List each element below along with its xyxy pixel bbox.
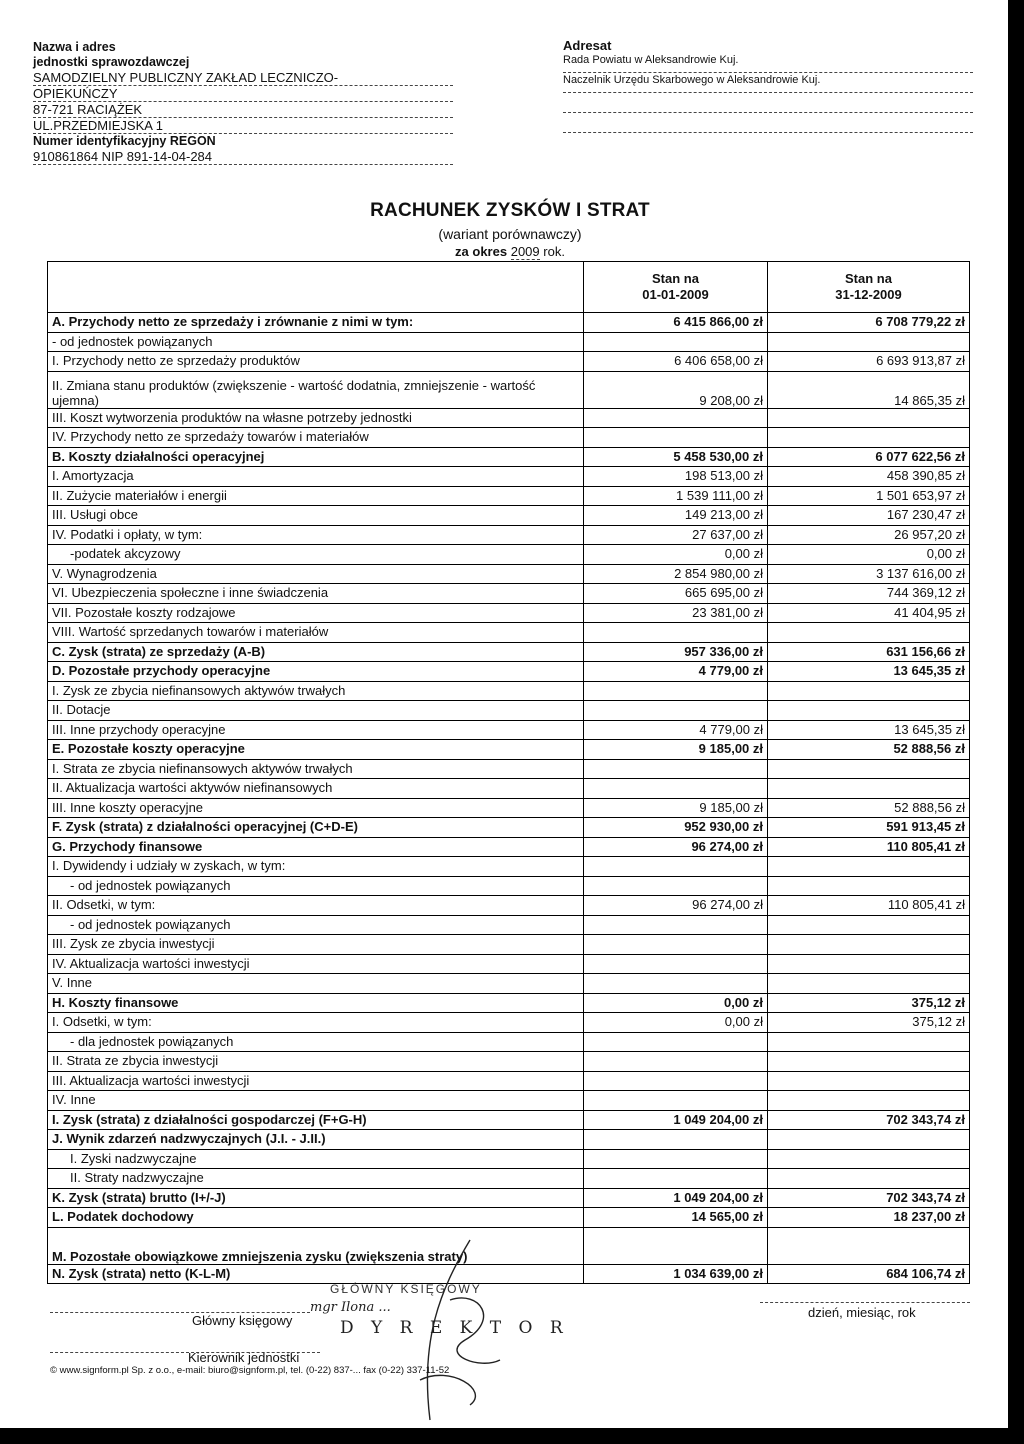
row-label: I. Zysk ze zbycia niefinansowych aktywów trwałych bbox=[48, 681, 584, 701]
value-2009-01-01: 198 513,00 zł bbox=[584, 467, 768, 487]
value-2009-12-31 bbox=[768, 779, 970, 799]
stamp-title: GŁÓWNY KSIĘGOWY bbox=[330, 1282, 482, 1296]
value-2009-12-31: 1 501 653,97 zł bbox=[768, 486, 970, 506]
value-2009-12-31: 375,12 zł bbox=[768, 1013, 970, 1033]
value-2009-01-01: 4 779,00 zł bbox=[584, 720, 768, 740]
form-footer: © www.signform.pl Sp. z o.o., e-mail: biuro@signform.pl, tel. (0-22) 837-... fax (0-22) 337-11-52 bbox=[50, 1365, 450, 1376]
row-label: F. Zysk (strata) z działalności operacyjnej (C+D-E) bbox=[48, 818, 584, 838]
value-2009-01-01 bbox=[584, 1130, 768, 1150]
value-2009-12-31 bbox=[768, 408, 970, 428]
table-row bbox=[48, 974, 970, 994]
table-row bbox=[48, 408, 970, 428]
manager-label: Kierownik jednostki bbox=[188, 1350, 300, 1365]
value-2009-12-31 bbox=[768, 623, 970, 643]
value-2009-01-01: 14 565,00 zł bbox=[584, 1208, 768, 1228]
value-2009-01-01 bbox=[584, 701, 768, 721]
header-col2: Stan na 31-12-2009 bbox=[768, 262, 970, 313]
value-2009-01-01 bbox=[584, 428, 768, 448]
value-2009-01-01: 1 049 204,00 zł bbox=[584, 1110, 768, 1130]
value-2009-01-01 bbox=[584, 1091, 768, 1111]
value-2009-01-01 bbox=[584, 954, 768, 974]
value-2009-12-31: 18 237,00 zł bbox=[768, 1208, 970, 1228]
value-2009-12-31: 375,12 zł bbox=[768, 993, 970, 1013]
value-2009-01-01: 96 274,00 zł bbox=[584, 896, 768, 916]
row-label: I. Zyski nadzwyczajne bbox=[48, 1149, 584, 1169]
value-2009-01-01 bbox=[584, 915, 768, 935]
table-row bbox=[48, 1169, 970, 1189]
value-2009-12-31: 702 343,74 zł bbox=[768, 1110, 970, 1130]
row-label: III. Zysk ze zbycia inwestycji bbox=[48, 935, 584, 955]
value-2009-12-31: 52 888,56 zł bbox=[768, 740, 970, 760]
value-2009-01-01: 149 213,00 zł bbox=[584, 506, 768, 526]
value-2009-12-31 bbox=[768, 1227, 970, 1264]
value-2009-01-01: 4 779,00 zł bbox=[584, 662, 768, 682]
addressee-line4 bbox=[563, 113, 973, 133]
value-2009-12-31: 13 645,35 zł bbox=[768, 720, 970, 740]
value-2009-12-31: 6 708 779,22 zł bbox=[768, 313, 970, 333]
table-row bbox=[48, 681, 970, 701]
value-2009-12-31: 13 645,35 zł bbox=[768, 662, 970, 682]
table-row bbox=[48, 1032, 970, 1052]
stamp-name: mgr Ilona ... bbox=[310, 1300, 391, 1315]
table-row bbox=[48, 447, 970, 467]
row-label: II. Strata ze zbycia inwestycji bbox=[48, 1052, 584, 1072]
value-2009-12-31: 110 805,41 zł bbox=[768, 896, 970, 916]
row-label: -podatek akcyzowy bbox=[48, 545, 584, 565]
table-row bbox=[48, 935, 970, 955]
unit-postal: 87-721 RACIĄŻEK bbox=[33, 102, 453, 118]
table-header-row bbox=[48, 262, 970, 313]
scan-border-bottom bbox=[0, 1428, 1024, 1444]
value-2009-12-31: 26 957,20 zł bbox=[768, 525, 970, 545]
row-label: VII. Pozostałe koszty rodzajowe bbox=[48, 603, 584, 623]
value-2009-12-31: 591 913,45 zł bbox=[768, 818, 970, 838]
table-row bbox=[48, 584, 970, 604]
value-2009-12-31: 6 077 622,56 zł bbox=[768, 447, 970, 467]
row-label: L. Podatek dochodowy bbox=[48, 1208, 584, 1228]
value-2009-01-01: 9 185,00 zł bbox=[584, 740, 768, 760]
value-2009-01-01: 2 854 980,00 zł bbox=[584, 564, 768, 584]
scan-border-right bbox=[1008, 0, 1024, 1444]
income-statement-table bbox=[47, 261, 970, 1284]
row-label: II. Aktualizacja wartości aktywów niefinansowych bbox=[48, 779, 584, 799]
value-2009-12-31 bbox=[768, 1052, 970, 1072]
value-2009-01-01 bbox=[584, 1227, 768, 1264]
value-2009-12-31 bbox=[768, 857, 970, 877]
value-2009-12-31: 167 230,47 zł bbox=[768, 506, 970, 526]
value-2009-01-01 bbox=[584, 974, 768, 994]
table-row bbox=[48, 837, 970, 857]
table-row bbox=[48, 642, 970, 662]
value-2009-12-31 bbox=[768, 681, 970, 701]
period-prefix: za okres bbox=[455, 244, 508, 259]
value-2009-01-01 bbox=[584, 1169, 768, 1189]
value-2009-01-01: 6 415 866,00 zł bbox=[584, 313, 768, 333]
row-label: I. Amortyzacja bbox=[48, 467, 584, 487]
row-label: III. Koszt wytworzenia produktów na własne potrzeby jednostki bbox=[48, 408, 584, 428]
id-value: 910861864 NIP 891-14-04-284 bbox=[33, 149, 453, 165]
row-label: I. Zysk (strata) z działalności gospodarczej (F+G-H) bbox=[48, 1110, 584, 1130]
value-2009-01-01: 0,00 zł bbox=[584, 1013, 768, 1033]
table-row bbox=[48, 662, 970, 682]
table-row bbox=[48, 486, 970, 506]
table-row bbox=[48, 467, 970, 487]
table-row bbox=[48, 1149, 970, 1169]
value-2009-12-31: 14 865,35 zł bbox=[768, 371, 970, 408]
value-2009-01-01 bbox=[584, 1032, 768, 1052]
value-2009-01-01: 0,00 zł bbox=[584, 545, 768, 565]
value-2009-01-01 bbox=[584, 876, 768, 896]
row-label: I. Przychody netto ze sprzedaży produktów bbox=[48, 352, 584, 372]
row-label: II. Dotacje bbox=[48, 701, 584, 721]
value-2009-12-31 bbox=[768, 1071, 970, 1091]
value-2009-01-01: 9 208,00 zł bbox=[584, 371, 768, 408]
row-label: III. Aktualizacja wartości inwestycji bbox=[48, 1071, 584, 1091]
table-row bbox=[48, 954, 970, 974]
table-row bbox=[48, 1110, 970, 1130]
table-row bbox=[48, 759, 970, 779]
table-row bbox=[48, 1188, 970, 1208]
value-2009-01-01: 957 336,00 zł bbox=[584, 642, 768, 662]
row-label: N. Zysk (strata) netto (K-L-M) bbox=[48, 1264, 584, 1284]
value-2009-12-31: 41 404,95 zł bbox=[768, 603, 970, 623]
period-year: 2009 bbox=[510, 244, 540, 259]
date-sign-line bbox=[760, 1302, 970, 1303]
statement-title bbox=[340, 200, 680, 259]
row-label: H. Koszty finansowe bbox=[48, 993, 584, 1013]
value-2009-12-31 bbox=[768, 759, 970, 779]
value-2009-12-31: 52 888,56 zł bbox=[768, 798, 970, 818]
row-label: I. Odsetki, w tym: bbox=[48, 1013, 584, 1033]
table-row bbox=[48, 623, 970, 643]
table-row bbox=[48, 1071, 970, 1091]
table-row bbox=[48, 564, 970, 584]
value-2009-12-31 bbox=[768, 1130, 970, 1150]
director-stamp: D Y R E K T O R bbox=[340, 1318, 569, 1338]
row-label: J. Wynik zdarzeń nadzwyczajnych (J.I. - J.II.) bbox=[48, 1130, 584, 1150]
table-row bbox=[48, 993, 970, 1013]
row-label: C. Zysk (strata) ze sprzedaży (A-B) bbox=[48, 642, 584, 662]
value-2009-01-01 bbox=[584, 779, 768, 799]
value-2009-01-01: 665 695,00 zł bbox=[584, 584, 768, 604]
value-2009-12-31: 3 137 616,00 zł bbox=[768, 564, 970, 584]
value-2009-12-31: 458 390,85 zł bbox=[768, 467, 970, 487]
value-2009-01-01 bbox=[584, 935, 768, 955]
value-2009-12-31 bbox=[768, 1032, 970, 1052]
period-suffix: rok. bbox=[543, 244, 565, 259]
row-label: M. Pozostałe obowiązkowe zmniejszenia zysku (zwiększenia straty) bbox=[48, 1227, 584, 1264]
value-2009-01-01: 1 034 639,00 zł bbox=[584, 1264, 768, 1284]
value-2009-01-01: 27 637,00 zł bbox=[584, 525, 768, 545]
value-2009-01-01: 96 274,00 zł bbox=[584, 837, 768, 857]
row-label: K. Zysk (strata) brutto (I+/-J) bbox=[48, 1188, 584, 1208]
table-row bbox=[48, 720, 970, 740]
row-label: - dla jednostek powiązanych bbox=[48, 1032, 584, 1052]
value-2009-12-31 bbox=[768, 1091, 970, 1111]
value-2009-12-31: 684 106,74 zł bbox=[768, 1264, 970, 1284]
value-2009-12-31: 702 343,74 zł bbox=[768, 1188, 970, 1208]
value-2009-01-01 bbox=[584, 759, 768, 779]
value-2009-01-01 bbox=[584, 1149, 768, 1169]
unit-label: jednostki sprawozdawczej bbox=[33, 55, 190, 69]
value-2009-01-01: 1 049 204,00 zł bbox=[584, 1188, 768, 1208]
value-2009-01-01: 23 381,00 zł bbox=[584, 603, 768, 623]
table-row bbox=[48, 1052, 970, 1072]
table-row bbox=[48, 876, 970, 896]
table-row bbox=[48, 779, 970, 799]
row-label: II. Odsetki, w tym: bbox=[48, 896, 584, 916]
row-label: IV. Podatki i opłaty, w tym: bbox=[48, 525, 584, 545]
table-row bbox=[48, 506, 970, 526]
value-2009-12-31 bbox=[768, 701, 970, 721]
value-2009-12-31 bbox=[768, 1149, 970, 1169]
table-row bbox=[48, 332, 970, 352]
title-main: RACHUNEK ZYSKÓW I STRAT bbox=[370, 200, 650, 221]
row-label: VIII. Wartość sprzedanych towarów i materiałów bbox=[48, 623, 584, 643]
row-label: II. Zmiana stanu produktów (zwiększenie - wartość dodatnia, zmniejszenie - wartość ujemna) bbox=[48, 371, 584, 408]
unit-name-line2: OPIEKUŃCZY bbox=[33, 86, 453, 102]
value-2009-12-31 bbox=[768, 954, 970, 974]
value-2009-12-31: 6 693 913,87 zł bbox=[768, 352, 970, 372]
value-2009-01-01 bbox=[584, 1052, 768, 1072]
value-2009-12-31 bbox=[768, 1169, 970, 1189]
value-2009-12-31 bbox=[768, 915, 970, 935]
table-row bbox=[48, 896, 970, 916]
value-2009-12-31: 0,00 zł bbox=[768, 545, 970, 565]
row-label: I. Dywidendy i udziały w zyskach, w tym: bbox=[48, 857, 584, 877]
header-empty bbox=[48, 262, 584, 313]
row-label: E. Pozostałe koszty operacyjne bbox=[48, 740, 584, 760]
table-row bbox=[48, 740, 970, 760]
value-2009-01-01 bbox=[584, 857, 768, 877]
table-row bbox=[48, 915, 970, 935]
table-row bbox=[48, 818, 970, 838]
table-row bbox=[48, 525, 970, 545]
table-row bbox=[48, 1130, 970, 1150]
unit-name-line1: SAMODZIELNY PUBLICZNY ZAKŁAD LECZNICZO- bbox=[33, 70, 453, 86]
table-row bbox=[48, 352, 970, 372]
row-label: - od jednostek powiązanych bbox=[48, 915, 584, 935]
row-label: - od jednostek powiązanych bbox=[48, 332, 584, 352]
row-label: III. Inne koszty operacyjne bbox=[48, 798, 584, 818]
table-row bbox=[48, 603, 970, 623]
title-period bbox=[340, 244, 680, 259]
row-label: III. Inne przychody operacyjne bbox=[48, 720, 584, 740]
addressee-label: Adresat bbox=[563, 38, 612, 53]
row-label: V. Inne bbox=[48, 974, 584, 994]
value-2009-12-31: 110 805,41 zł bbox=[768, 837, 970, 857]
row-label: I. Strata ze zbycia niefinansowych aktywów trwałych bbox=[48, 759, 584, 779]
value-2009-12-31: 744 369,12 zł bbox=[768, 584, 970, 604]
table-row bbox=[48, 313, 970, 333]
value-2009-01-01 bbox=[584, 332, 768, 352]
value-2009-12-31 bbox=[768, 974, 970, 994]
value-2009-01-01: 0,00 zł bbox=[584, 993, 768, 1013]
value-2009-01-01 bbox=[584, 408, 768, 428]
addressee-line1: Rada Powiatu w Aleksandrowie Kuj. bbox=[563, 53, 973, 73]
value-2009-12-31 bbox=[768, 332, 970, 352]
header-col1: Stan na 01-01-2009 bbox=[584, 262, 768, 313]
name-label: Nazwa i adres bbox=[33, 40, 116, 54]
row-label: II. Straty nadzwyczajne bbox=[48, 1169, 584, 1189]
row-label: VI. Ubezpieczenia społeczne i inne świadczenia bbox=[48, 584, 584, 604]
accountant-label: Główny księgowy bbox=[192, 1313, 293, 1328]
value-2009-12-31: 631 156,66 zł bbox=[768, 642, 970, 662]
table-row bbox=[48, 857, 970, 877]
row-label: B. Koszty działalności operacyjnej bbox=[48, 447, 584, 467]
row-label: II. Zużycie materiałów i energii bbox=[48, 486, 584, 506]
row-label: III. Usługi obce bbox=[48, 506, 584, 526]
table-row bbox=[48, 1013, 970, 1033]
value-2009-01-01 bbox=[584, 623, 768, 643]
id-label: Numer identyfikacyjny REGON bbox=[33, 134, 216, 148]
table-row bbox=[48, 1091, 970, 1111]
row-label: V. Wynagrodzenia bbox=[48, 564, 584, 584]
row-label: IV. Przychody netto ze sprzedaży towarów i materiałów bbox=[48, 428, 584, 448]
row-label: - od jednostek powiązanych bbox=[48, 876, 584, 896]
value-2009-12-31 bbox=[768, 876, 970, 896]
value-2009-01-01: 5 458 530,00 zł bbox=[584, 447, 768, 467]
title-variant: (wariant porównawczy) bbox=[438, 226, 582, 242]
row-label: IV. Aktualizacja wartości inwestycji bbox=[48, 954, 584, 974]
row-label: A. Przychody netto ze sprzedaży i zrównanie z nimi w tym: bbox=[48, 313, 584, 333]
value-2009-01-01: 952 930,00 zł bbox=[584, 818, 768, 838]
addressee-block bbox=[563, 38, 973, 133]
value-2009-01-01 bbox=[584, 681, 768, 701]
unit-street: UL.PRZEDMIEJSKA 1 bbox=[33, 118, 453, 134]
value-2009-01-01: 6 406 658,00 zł bbox=[584, 352, 768, 372]
value-2009-01-01 bbox=[584, 1071, 768, 1091]
row-label: D. Pozostałe przychody operacyjne bbox=[48, 662, 584, 682]
table-row bbox=[48, 1208, 970, 1228]
addressee-line2: Naczelnik Urzędu Skarbowego w Aleksandrowie Kuj. bbox=[563, 73, 973, 93]
date-label: dzień, miesiąc, rok bbox=[808, 1305, 916, 1320]
addressee-line3 bbox=[563, 93, 973, 113]
table-row bbox=[48, 428, 970, 448]
value-2009-12-31 bbox=[768, 935, 970, 955]
table-row bbox=[48, 371, 970, 408]
table-row bbox=[48, 701, 970, 721]
value-2009-12-31 bbox=[768, 428, 970, 448]
row-label: IV. Inne bbox=[48, 1091, 584, 1111]
table-row bbox=[48, 545, 970, 565]
value-2009-01-01: 1 539 111,00 zł bbox=[584, 486, 768, 506]
value-2009-01-01: 9 185,00 zł bbox=[584, 798, 768, 818]
row-label: G. Przychody finansowe bbox=[48, 837, 584, 857]
reporting-unit-block bbox=[33, 40, 453, 165]
handwritten-signature bbox=[380, 1230, 540, 1430]
table-row bbox=[48, 798, 970, 818]
